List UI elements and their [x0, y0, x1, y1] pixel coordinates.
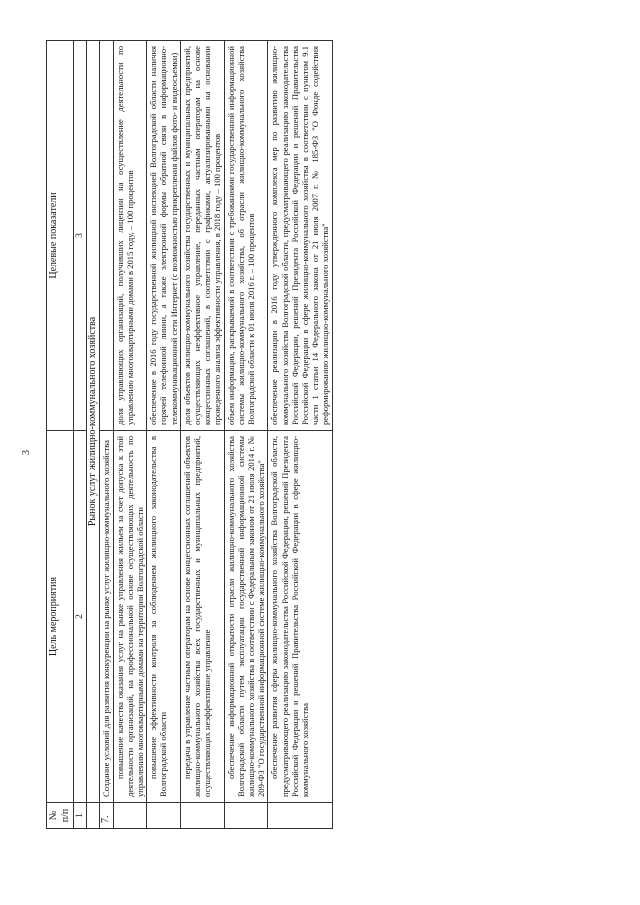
section-number-cell	[87, 803, 100, 829]
indicator-cell	[100, 41, 113, 431]
header-indicators: Целевые показатели	[47, 41, 74, 431]
indicator-cell	[147, 41, 181, 431]
indicator-text: обеспечение в 2016 году государственной жилищной инспекцией Волгоградской области наличия горячей телефонной линии, а также электронной формы обратной связи в информационно-телекоммуникационной сети Интернет (с возможностью прикрепления файлов фото- и видеосъемки)	[148, 46, 179, 425]
indicator-text: обеспечение реализации в 2016 году утвержденного комплекса мер по развитию жилищно-коммунального хозяйства Волгоградской области, предусматривающего реализацию законодательства Российской Федерации, решений Президента Российской Федерации и решений Правительства Российской Федерации в сфере жилищно-коммунального хозяйства в соответствии с пунктом 9.1 части 1 статьи 14 Федерального закона от 21 июля 2007 г. № 185-ФЗ "О Фонде содействия реформированию жилищно-коммунального хозяйства"	[269, 46, 331, 425]
indicator-cell	[224, 41, 268, 431]
table-row	[113, 41, 147, 829]
section-row	[87, 41, 100, 829]
goal-text: передача в управление частным операторам на основе концессионных соглашений объектов жилищно-коммунального хозяйства всех государственных и муниципальных предприятий, осуществляющих неэффективное управление	[181, 436, 213, 797]
number-cell	[147, 803, 181, 829]
number-cell	[180, 803, 224, 829]
goal-text: обеспечение развития сферы жилищно-коммунального хозяйства Волгоградской области, предусматривающего реализацию законодательства Российской Федерации, решений Президента Российской Федерации и решений Правительства Российской Федерации в сфере жилищно-коммунального хозяйства	[269, 436, 311, 797]
indicator-text: доля объектов жилищно-коммунального хозяйства государственных и муниципальных предприятий, осуществляющих неэффективное управление, переданных частным операторам на основе концессионных соглашений, в соответствии с графиками, актуализированными на основании проведенного анализа эффективности управления, в 2018 году – 100 процентов	[181, 46, 223, 425]
number-cell	[268, 803, 332, 829]
column-index: 3	[74, 41, 87, 431]
goal-cell	[100, 431, 113, 803]
item-number: 7.	[100, 803, 113, 829]
column-index: 2	[74, 431, 87, 803]
indicator-text: доля управляющих организаций, получивших лицензии на осуществление деятельности по управлению многоквартирными домами в 2015 году, – 100 процентов	[114, 46, 135, 425]
goal-cell	[268, 431, 332, 803]
table-row	[147, 41, 181, 829]
page-number: 3	[21, 450, 32, 455]
table-row	[100, 41, 113, 829]
goal-cell	[113, 431, 147, 803]
goal-text: обеспечение информационной открытости отрасли жилищно-коммунального хозяйства Волгоградской области путем эксплуатации государственной информационной системы жилищно-коммунального хозяйства в соответствии с Федеральным законом от 21 июля 2014 г. № 209-ФЗ "О государственной информационной системе жилищно-коммунального хозяйства"	[225, 436, 267, 797]
indicator-cell	[113, 41, 147, 431]
header-row	[47, 41, 74, 829]
header-number: № п/п	[47, 803, 74, 829]
table-row	[224, 41, 268, 829]
indicator-cell	[268, 41, 332, 431]
table-row	[180, 41, 224, 829]
goal-cell	[180, 431, 224, 803]
number-cell	[224, 803, 268, 829]
goal-cell	[147, 431, 181, 803]
indicator-text: объем информации, раскрываемой в соответствии с требованиями государственной информационной системы жилищно-коммунального хозяйства, об отрасли жилищно-коммунального хозяйства Волгоградской области к 01 июля 2016 г. – 100 процентов	[225, 46, 257, 425]
table-row	[268, 41, 332, 829]
goal-text: Создание условий для развития конкуренции на рынке услуг жилищно-коммунального хозяйства	[101, 440, 112, 797]
column-index-row	[74, 41, 87, 829]
indicator-cell	[180, 41, 224, 431]
goal-text: повышение качества оказания услуг на рынке управления жильем за счет допуска к этой деятельности организаций, на профессиональной основе осуществляющих деятельность по управлению многоквартирными домами на территории Волгоградской области	[114, 436, 146, 797]
goal-text: повышение эффективности контроля за соблюдением жилищного законодательства в Волгоградской области	[148, 436, 169, 797]
measures-table	[46, 40, 333, 829]
goal-cell	[224, 431, 268, 803]
header-goal: Цель мероприятия	[47, 431, 74, 803]
column-index: 1	[74, 803, 87, 829]
section-title: Рынок услуг жилищно-коммунального хозяйства	[87, 41, 100, 803]
number-cell	[113, 803, 147, 829]
